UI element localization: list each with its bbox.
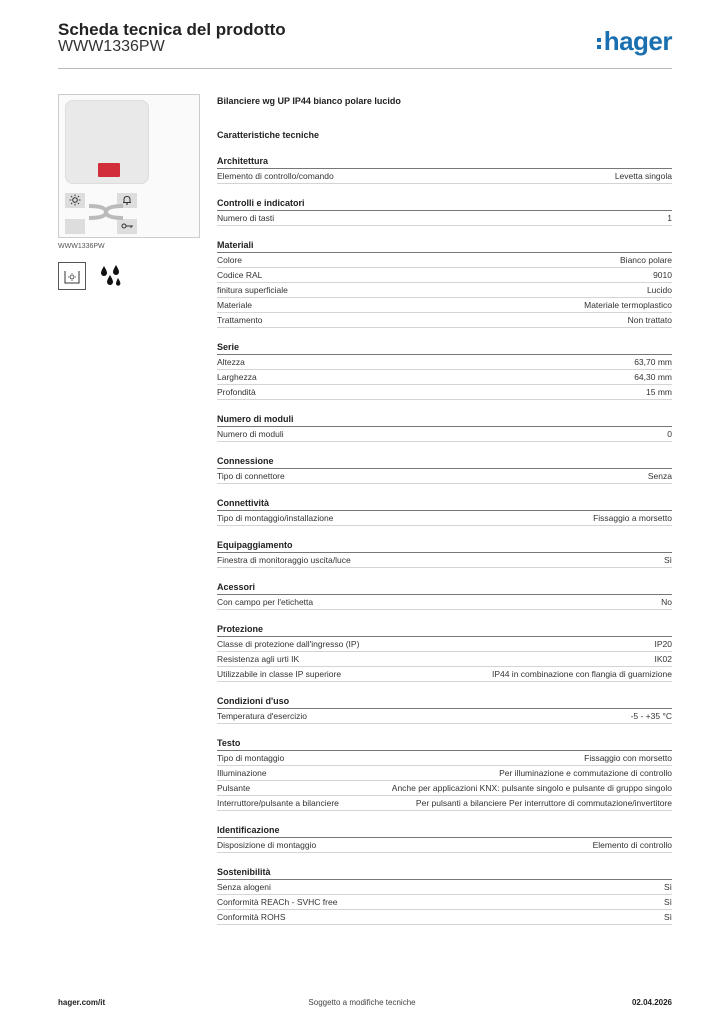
spec-value: Fissaggio a morsetto [593,513,672,523]
spec-row [217,910,672,925]
spec-value: -5 - +35 °C [630,711,672,721]
spec-value: IP20 [654,639,672,649]
spec-value: Per pulsanti a bilanciere Per interruttore di commutazione/invertitore [415,798,672,808]
group-title: Materiali [217,240,672,253]
spec-value: Sì [663,555,672,565]
logo-dots-icon [597,38,601,49]
group-title: Connettività [217,498,672,511]
characteristics-title: Caratteristiche tecniche [217,130,320,140]
spec-value: IP44 in combinazione con flangia di guarnizione [491,669,672,679]
spec-group [217,582,672,610]
spec-label: Con campo per l'etichetta [217,597,314,607]
spec-group [217,498,672,526]
spec-row [217,427,672,442]
spec-value: No [661,597,672,607]
spec-row [217,211,672,226]
spec-label: Temperatura d'esercizio [217,711,307,721]
spec-row [217,895,672,910]
spec-value: Sì [663,912,672,922]
spec-label: Senza alogeni [217,882,271,892]
hager-logo[interactable] [597,26,672,57]
group-title: Identificazione [217,825,672,838]
spec-row [217,637,672,652]
spec-row [217,766,672,781]
spec-label: Pulsante [217,783,251,793]
spec-row [217,751,672,766]
spec-value: 0 [667,429,672,439]
spec-value: Anche per applicazioni KNX: pulsante singolo e pulsante di gruppo singolo [391,783,672,793]
spec-label: Resistenza agli urti IK [217,654,300,664]
group-title: Sostenibilità [217,867,672,880]
indoor-icon [58,262,86,290]
sun-icon [65,193,85,208]
spec-row [217,511,672,526]
spec-row [217,253,672,268]
spec-groups [217,156,672,925]
spec-value: 1 [667,213,672,223]
spec-row [217,283,672,298]
group-title: Serie [217,342,672,355]
spec-value: Per illuminazione e commutazione di controllo [499,768,672,778]
spec-value: 63,70 mm [634,357,672,367]
footer-notice: Soggetto a modifiche tecniche [308,998,416,1007]
header-divider [58,68,672,69]
spec-value: 9010 [653,270,672,280]
spec-row [217,385,672,400]
rocker-plate [65,100,149,184]
spec-label: Altezza [217,357,245,367]
selection-connector [89,203,123,221]
page-title: Scheda tecnica del prodotto [58,20,286,39]
spec-row [217,838,672,853]
spec-row [217,298,672,313]
splash-water-icon [96,262,124,290]
spec-label: Colore [217,255,243,265]
spec-group [217,825,672,853]
spec-label: Materiale [217,300,252,310]
spec-row [217,370,672,385]
spec-label: Finestra di monitoraggio uscita/luce [217,555,351,565]
spec-label: Disposizione di montaggio [217,840,317,850]
spec-label: Profondità [217,387,256,397]
spec-value: Fissaggio con morsetto [584,753,672,763]
spec-value: Senza [647,471,672,481]
footer-website[interactable]: hager.com/it [58,998,106,1007]
spec-group [217,240,672,328]
group-title: Controlli e indicatori [217,198,672,211]
spec-row [217,469,672,484]
spec-value: IK02 [654,654,672,664]
spec-value: Elemento di controllo [592,840,672,850]
spec-value: Non trattato [627,315,672,325]
spec-label: Numero di moduli [217,429,284,439]
spec-value: 15 mm [646,387,672,397]
spec-row [217,595,672,610]
spec-label: Tipo di connettore [217,471,285,481]
indicator-window [98,163,120,177]
spec-row [217,652,672,667]
image-caption: WWW1336PW [58,243,105,250]
group-title: Connessione [217,456,672,469]
spec-value: Bianco polare [620,255,672,265]
spec-value: 64,30 mm [634,372,672,382]
spec-label: Elemento di controllo/comando [217,171,334,181]
spec-row [217,268,672,283]
product-image [58,94,200,238]
spec-group [217,696,672,724]
spec-label: Trattamento [217,315,263,325]
spec-content [217,96,672,925]
spec-row [217,355,672,370]
spec-label: Conformità REACh - SVHC free [217,897,338,907]
spec-label: Codice RAL [217,270,263,280]
key-icon [117,219,137,234]
spec-label: Interruttore/pulsante a bilanciere [217,798,339,808]
product-name: Bilanciere wg UP IP44 bianco polare lucido [217,96,401,106]
spec-value: Levetta singola [614,171,672,181]
logo-text: hager [603,26,672,56]
spec-group [217,738,672,811]
spec-group [217,540,672,568]
spec-label: Tipo di montaggio/installazione [217,513,334,523]
spec-row [217,667,672,682]
group-title: Acessori [217,582,672,595]
group-title: Protezione [217,624,672,637]
group-title: Architettura [217,156,672,169]
spec-value: Materiale termoplastico [584,300,672,310]
spec-group [217,156,672,184]
spec-group [217,624,672,682]
spec-value: Lucido [646,285,672,295]
spec-label: Tipo di montaggio [217,753,285,763]
spec-row [217,553,672,568]
footer-date: 02.04.2026 [631,998,672,1007]
spec-group [217,456,672,484]
spec-group [217,342,672,400]
spec-label: Utilizzabile in classe IP superiore [217,669,342,679]
spec-row [217,313,672,328]
spec-value: Sì [663,882,672,892]
spec-row [217,781,672,796]
spec-label: finitura superficiale [217,285,288,295]
group-title: Equipaggiamento [217,540,672,553]
blank-symbol [65,219,85,234]
spec-row [217,880,672,895]
spec-row [217,796,672,811]
spec-row [217,169,672,184]
spec-row [217,709,672,724]
spec-group [217,867,672,925]
product-code: WWW1336PW [58,38,165,55]
spec-label: Numero di tasti [217,213,275,223]
group-title: Numero di moduli [217,414,672,427]
spec-group [217,414,672,442]
spec-value: Sì [663,897,672,907]
spec-group [217,198,672,226]
spec-label: Larghezza [217,372,257,382]
spec-label: Classe di protezione dall'ingresso (IP) [217,639,360,649]
spec-label: Illuminazione [217,768,267,778]
group-title: Condizioni d'uso [217,696,672,709]
group-title: Testo [217,738,672,751]
spec-label: Conformità ROHS [217,912,286,922]
